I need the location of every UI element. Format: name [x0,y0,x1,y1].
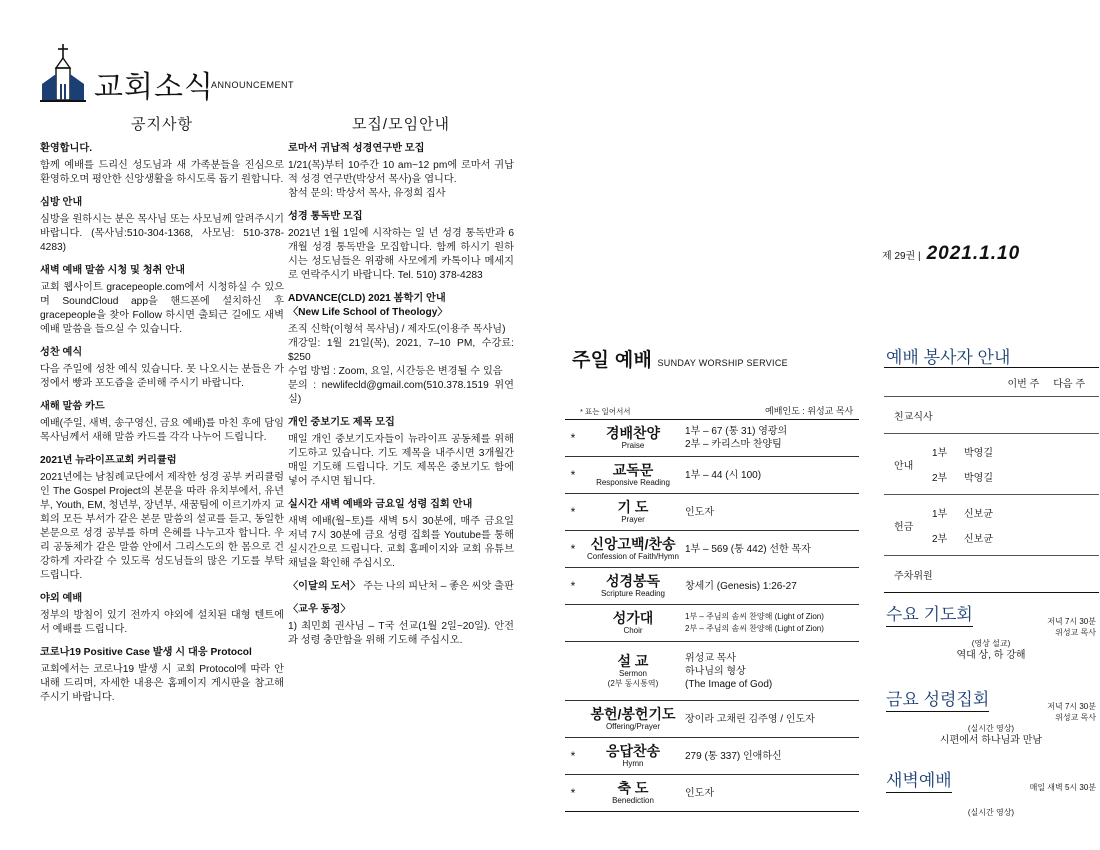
volume-label: 제 29권 | [882,251,921,262]
wednesday-leader: 위성교 목사 [1055,628,1096,637]
wednesday-topic: 역대 상, 하 강해 [956,650,1026,661]
server-name: 신보균 [964,509,993,520]
worship-row [565,531,859,568]
dawn-sub: (실시간 영상) [967,808,1015,817]
announcement-item: 야외 예배 정부의 방침이 있기 전까지 야외에 설치된 대형 텐트에서 예배를 드립니다. [40,593,284,635]
worship-item-name: 교독문 Responsive Reading [596,462,670,487]
server-subrows [932,439,1099,489]
worship-row [565,457,859,494]
worship-item-detail: 1부 – 44 (시 100) [685,469,762,481]
server-part: 2부 [932,473,948,484]
server-part: 1부 [932,448,948,459]
server-subrow [932,525,1099,550]
worship-item-detail: 1부 – 67 (통 31) 영광의 2부 – 카리스마 찬양팀 [685,426,788,450]
announcements-column [40,118,284,714]
recruit-item: ADVANCE(CLD) 2021 봄학기 안내 〈New Life School of Theology〉 조직 신학(이형석 목사님) / 제자도(이용주 목사님) 개강일: 1월 21일(목), 2021, 7–10 PM, 수강료: $250 수업 방법 : Zoom, 요일, 시간등은 변경될 수 있음 문의 : newlifecld@gmail.com(510.378.1519 위연실) [288,293,514,405]
friday-topic: 시편에서 하나님과 만남 [939,735,1043,746]
server-category: 헌금 [894,521,914,533]
server-subrow [932,500,1099,525]
server-name: 박영길 [964,448,993,459]
announcements-heading: 공지사항 [131,116,193,133]
friday-time: 저녁 7시 30분 [1047,702,1096,711]
friday-sub: (실시간 영상) [967,724,1015,733]
worship-leader: 예배인도 : 위성교 목사 [765,406,854,416]
recruit-heading: 모집/모임안내 [351,116,451,133]
stand-marker: * [570,468,576,482]
edition-info [882,243,1020,265]
server-category: 안내 [894,460,914,472]
servers-header [884,368,1099,397]
edition-date: 2021.1.10 [926,243,1021,264]
wednesday-time: 저녁 7시 30분 [1047,617,1096,626]
worship-row [565,605,859,642]
recruit-item: 로마서 귀납적 성경연구반 모집 1/21(목)부터 10주간 10 am~12 pm에 로마서 귀납적 성경 연구반(박상서 목사)을 엽니다. 참석 문의: 박상서 목사, 유정희 집사 [288,143,514,199]
recruit-item: 실시간 새벽 예배와 금요일 성령 집회 안내 새벽 예배(월~토)를 새벽 5시 30분에, 매주 금요일 저녁 7시 30분에 금요 성령 집회를 Youtube를 통해 실시간으로 드립니다. 교회 홈페이지와 교회 유튜브 채널을 확인해 주십시오. [288,499,514,569]
worship-row [565,701,859,738]
worship-item-detail: 위성교 목사 하나님의 형상 (The Image of God) [685,652,773,690]
server-name: 신보균 [964,534,993,545]
this-week-header: 이번 주 [1007,378,1040,390]
stand-marker: * [570,579,576,593]
announcement-item: 환영합니다. 함께 예배를 드리신 성도님과 새 가족분들을 진심으로 환영하오며 평안한 신앙생활을 하시도록 돕기 원합니다. [40,143,284,185]
stand-marker: * [570,431,576,445]
server-row [884,434,1099,495]
worship-item-name: 성경봉독 Scripture Reading [600,573,666,598]
worship-row [565,568,859,605]
server-subrow [932,464,1099,489]
recruit-item: 〈교우 동정〉 1) 최민희 권사님 – T국 선교(1월 2일~20일). 안전과 성령 충만함을 위해 기도해 주십시오. [288,604,514,646]
server-row [884,495,1099,556]
page-subtitle: ANNOUNCEMENT [211,80,295,90]
dawn-title: 새벽예배 [886,766,952,793]
worship-row [565,738,859,775]
announcement-item: 성찬 예식 다음 주일에 성찬 예식 있습니다. 못 나오시는 분들은 가정에서 빵과 포도즙을 준비해 주시기 바랍니다. [40,347,284,389]
server-subrows [932,500,1099,550]
friday-title: 금요 성령집회 [886,685,989,712]
church-icon [40,44,86,102]
worship-item-detail: 창세기 (Genesis) 1:26-27 [685,580,797,592]
next-week-header: 다음 주 [1053,378,1085,390]
announcement-item: 2021년 뉴라이프교회 커리큘럼 2021년에는 남침례교단에서 제작한 성경 공부 커리큘럼인 The Gospel Project의 본문을 따라 유치부에서, 유년부, Youth, EM, 청년부, 장년부, 새꿈팀에 이르기까지 교회의 모든 부서가 같은 본문 말씀의 설교를 듣고, 동일한 본문으로 성경 공부를 하며 은혜를 나누고자 합니다. 우리 공동체가 같은 말씀 안에서 그리스도의 한 몸으로 건강하게 자라갈 수 있도록 성도님들의 많은 기도를 부탁드립니다. [40,455,284,581]
worship-item-name: 경배찬양 Praise [605,425,661,450]
worship-item-name: 기 도 Prayer [617,499,649,524]
worship-item-name: 설 교 Sermon (2부 동시통역) [607,653,659,688]
servers-title: 예배 봉사자 안내 [886,348,1011,367]
announcement-item: 새벽 예배 말씀 시청 및 청취 안내 교회 웹사이트 gracepeople.com에서 시청하실 수 있으며 SoundCloud app을 핸드폰에 설치하신 후 gracepeople을 찾아 Follow 하시면 출퇴근 길에도 새벽예배 말씀을 들으실 수 있습니다. [40,265,284,335]
worship-title: 주일 예배 SUNDAY WORSHIP SERVICE [572,350,788,371]
announcement-item: 심방 안내 심방을 원하시는 분은 목사님 또는 사모님께 알려주시기 바랍니다. (목사님:510-304-1368, 사모님: 510-378-4283) [40,197,284,253]
server-part: 2부 [932,534,948,545]
friday-meeting [886,685,1096,748]
worship-item-name: 봉헌/봉헌기도 Offering/Prayer [590,706,676,731]
page-title: 교회소식 [94,71,214,104]
standing-note: * 표는 일어서서 [580,407,631,416]
server-subrow [932,439,1099,464]
worship-item-name: 축 도 Benediction [612,780,654,805]
dawn-meeting [886,766,1096,818]
wednesday-title: 수요 기도회 [886,600,973,627]
wednesday-sub: (영상 설교) [971,639,1011,648]
worship-item-name: 성가대 Choir [612,610,654,635]
worship-item-detail: 279 (통 337) 인애하신 [685,750,782,762]
worship-row [565,775,859,811]
worship-item-name: 응답찬송 Hymn [605,743,661,768]
worship-item-detail: 장이라 고채린 김주영 / 인도자 [685,713,815,725]
server-row [884,397,1099,434]
server-part: 1부 [932,509,948,520]
stand-marker: * [570,786,576,800]
worship-item-detail: 인도자 [685,787,714,799]
worship-item-name: 신앙고백/찬송 Confession of Faith/Hymn [586,536,680,561]
recruit-column [288,118,514,657]
worship-item-detail: 1부 – 569 (통 442) 선한 목자 [685,543,811,555]
worship-row [565,420,859,457]
server-name: 박영길 [964,473,993,484]
worship-row [565,642,859,701]
worship-row [565,494,859,531]
stand-marker: * [570,542,576,556]
worship-item-detail: 인도자 [685,506,714,518]
stand-marker: * [570,505,576,519]
announcement-item: 코로나19 Positive Case 발생 시 대응 Protocol 교회에서는 코로나19 발생 시 교회 Protocol에 따라 안내해 드리며, 자세한 내용은 홈페이지 게시판을 참고해 주시기 바랍니다. [40,647,284,703]
worship-order-table [565,419,859,812]
recruit-item: 성경 통독반 모집 2021년 1월 1일에 시작하는 일 년 성경 통독반과 6개월 성경 통독반을 모집합니다. 함께 하시기 원하시는 성도님들은 위광해 사모에게 카톡이나 메세지로 연락주시기 바랍니다. Tel. 510) 378-4283 [288,211,514,281]
stand-marker: * [570,749,576,763]
announcement-item: 새해 말씀 카드 예배(주일, 새벽, 송구영신, 금요 예배)를 마친 후에 담임목사님께서 새해 말씀 카드를 각각 나누어 드립니다. [40,401,284,443]
worship-item-detail: 1부 – 주님의 솜씨 찬양해 (Light of Zion) 2부 – 주님의 솜씨 찬양해 (Light of Zion) [685,612,824,633]
recruit-item: 〈이달의 도서〉 주는 나의 피난처 – 좋은 씨앗 출판 [288,581,514,592]
servers-table [884,367,1099,593]
wednesday-meeting [886,600,1096,663]
server-category: 친교식사 [894,411,933,423]
friday-leader: 위성교 목사 [1055,713,1096,722]
dawn-time: 매일 새벽 5시 30분 [1029,783,1096,792]
server-category: 주차위원 [894,570,933,582]
server-row [884,556,1099,592]
recruit-item: 개인 중보기도 제목 모집 매일 개인 중보기도자들이 뉴라이프 공동체를 위해 기도하고 있습니다. 기도 제목을 내주시면 3개월간 매일 기도해 드립니다. 기도 제목은 중보기도 함에 넣어 주시면 됩니다. [288,417,514,487]
